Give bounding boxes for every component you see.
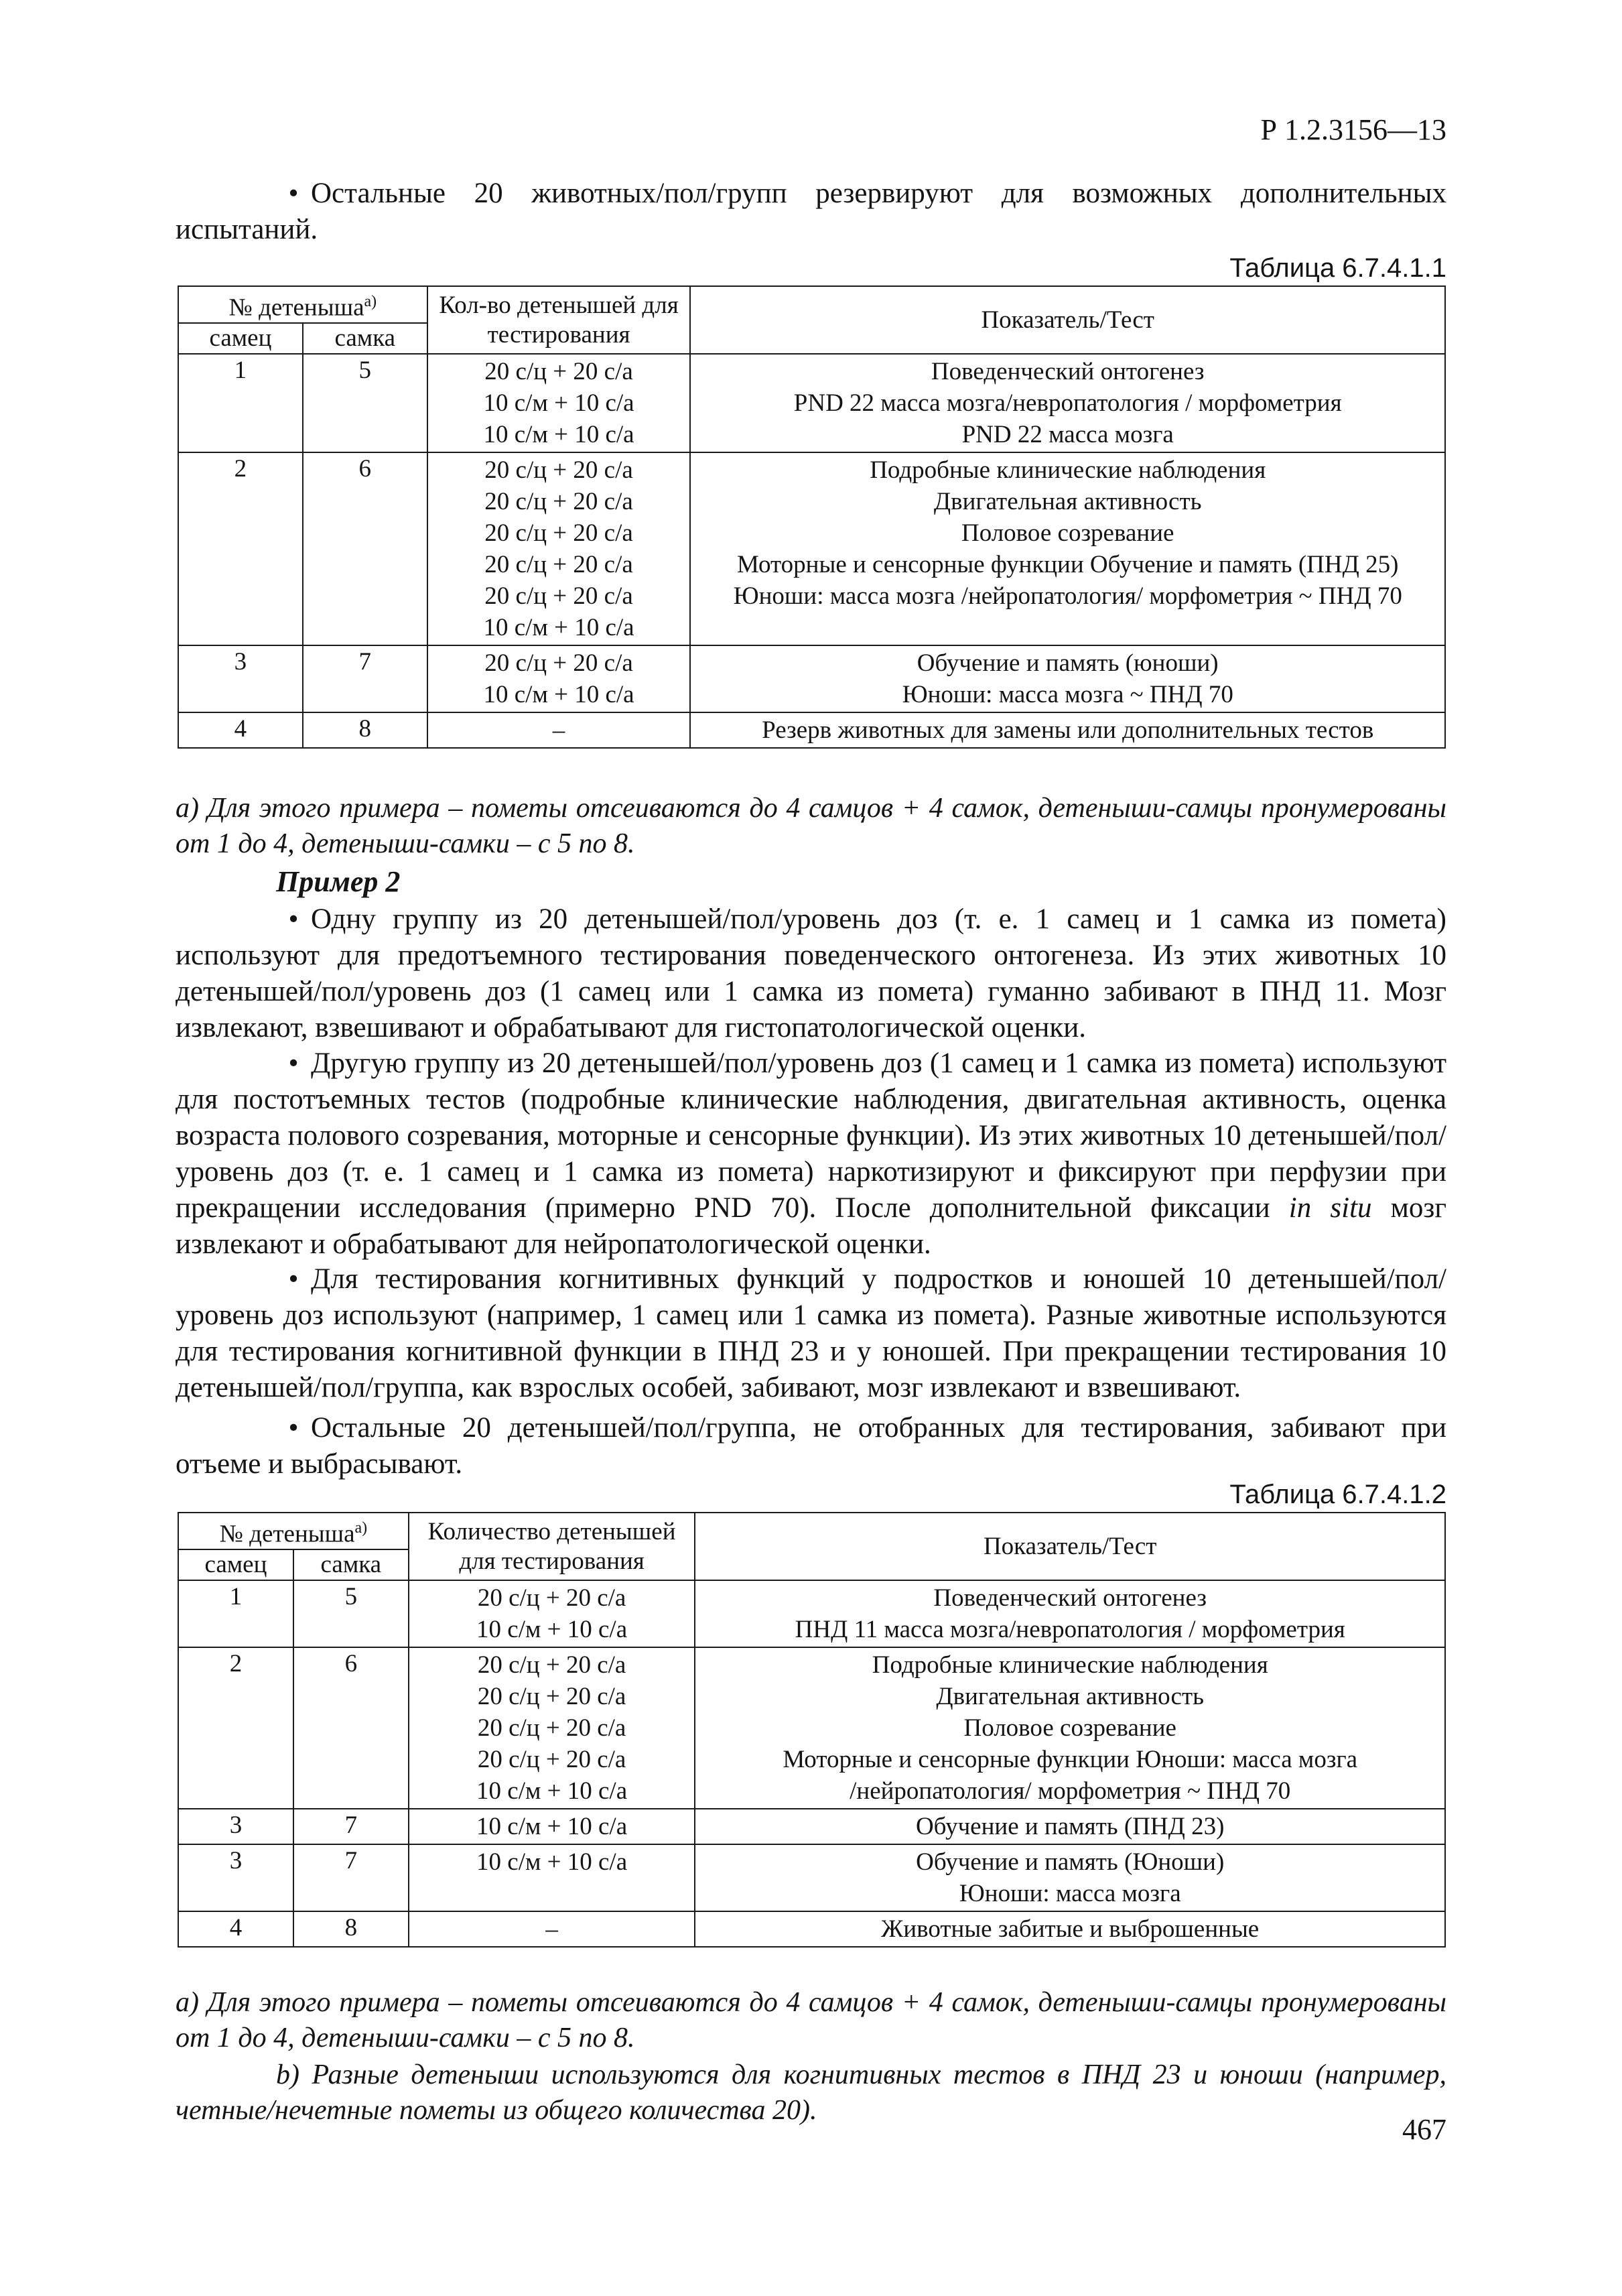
table1-test-header: Показатель/Тест bbox=[690, 286, 1445, 354]
test-line: Подробные клинические наблюдения bbox=[870, 456, 1266, 485]
paragraph-text: Другую группу из 20 детенышей/пол/уровень доз (1 самец и 1 самка из помета) используют для постотъемных тестов (подробные клинические наблюдения, двигательная активность, оценка возраста полового созревания, моторные и сенсорные функции). Из этих животных 10 детенышей/пол/уровень доз (т. е. 1 самец и 1 самка из помета) наркотизируют и фиксируют при перфузии при прекращении исследования (примерно PND 70). После дополнительной фиксации bbox=[176, 1047, 1446, 1224]
count-line: 10 с/м + 10 с/а bbox=[483, 389, 634, 418]
example2-paragraph-3 bbox=[176, 1261, 1446, 1406]
table-row bbox=[178, 1844, 1445, 1911]
count-line: 10 с/м + 10 с/а bbox=[476, 1777, 628, 1805]
table2-caption: Таблица 6.7.4.1.2 bbox=[1229, 1480, 1446, 1509]
paragraph-text: Остальные 20 детенышей/пол/группа, не отобранных для тестирования, забивают при отъеме и выбрасывают. bbox=[176, 1412, 1446, 1480]
test-line: Поведенческий онтогенез bbox=[933, 1584, 1207, 1612]
test-line: Обучение и память (юноши) bbox=[917, 649, 1219, 678]
doc-code: Р 1.2.3156—13 bbox=[1260, 113, 1446, 146]
count-cell bbox=[409, 1911, 695, 1947]
male-pup-cell: 4 bbox=[178, 1911, 293, 1947]
test-cell bbox=[690, 645, 1445, 712]
test-cell bbox=[695, 1809, 1445, 1844]
male-pup-cell: 3 bbox=[178, 1844, 293, 1911]
table-row bbox=[178, 1911, 1445, 1947]
count-cell bbox=[409, 1809, 695, 1844]
count-line: 20 с/ц + 20 с/а bbox=[477, 1714, 626, 1742]
table1-caption: Таблица 6.7.4.1.1 bbox=[1229, 253, 1446, 283]
paragraph-text: Для тестирования когнитивных функций у подростков и юношей 10 детенышей/пол/уровень доз используют (например, 1 самец или 1 самка из помета). Разные животные используются для тестирования когнитивной функции в ПНД 23 и у юношей. При прекращении тестирования 10 детенышей/пол/группа, как взрослых особей, забивают, мозг извлекают и взвешивают. bbox=[176, 1263, 1446, 1403]
table-row bbox=[178, 452, 1445, 645]
test-cell bbox=[690, 452, 1445, 645]
female-pup-cell: 6 bbox=[293, 1647, 409, 1809]
table2-count-header: Количество детенышей для тестирования bbox=[409, 1513, 695, 1580]
count-line: 20 с/ц + 20 с/а bbox=[484, 582, 633, 611]
male-pup-cell: 2 bbox=[178, 1647, 293, 1809]
table-row bbox=[178, 645, 1445, 712]
paragraph-text: мозг извлекают и обрабатывают для нейропатологической оценки. bbox=[176, 1192, 1446, 1260]
test-line: Юноши: масса мозга ~ ПНД 70 bbox=[902, 681, 1233, 709]
table1-header-row bbox=[178, 286, 1445, 323]
italic-term: in situ bbox=[1288, 1192, 1372, 1224]
female-pup-cell: 7 bbox=[303, 645, 427, 712]
male-pup-cell: 4 bbox=[178, 712, 303, 748]
count-line: 20 с/ц + 20 с/а bbox=[477, 1683, 626, 1711]
table-row bbox=[178, 712, 1445, 748]
count-cell bbox=[409, 1844, 695, 1911]
count-line: 10 с/м + 10 с/а bbox=[476, 1848, 628, 1876]
test-line: Моторные и сенсорные функции Юноши: масса мозга bbox=[783, 1746, 1358, 1774]
count-line: 20 с/ц + 20 с/а bbox=[477, 1746, 626, 1774]
test-line: Юноши: масса мозга bbox=[959, 1880, 1181, 1908]
female-pup-cell: 8 bbox=[293, 1911, 409, 1947]
test-line: Половое созревание bbox=[963, 1714, 1176, 1742]
count-line: 20 с/ц + 20 с/а bbox=[484, 456, 633, 485]
count-cell bbox=[427, 712, 691, 748]
note-mark: а) bbox=[364, 293, 377, 310]
count-line: 10 с/м + 10 с/а bbox=[483, 614, 634, 642]
female-pup-cell: 7 bbox=[293, 1809, 409, 1844]
table-row bbox=[178, 354, 1445, 452]
bullet-icon: • bbox=[288, 1047, 299, 1079]
male-pup-cell: 2 bbox=[178, 452, 303, 645]
count-line: 20 с/ц + 20 с/а bbox=[484, 488, 633, 516]
count-line: 20 с/ц + 20 с/а bbox=[484, 519, 633, 548]
female-pup-cell: 8 bbox=[303, 712, 427, 748]
female-pup-cell: 5 bbox=[303, 354, 427, 452]
test-cell bbox=[695, 1580, 1445, 1647]
test-line: Животные забитые и выброшенные bbox=[881, 1915, 1260, 1943]
table1-count-header: Кол-во детенышей для тестирования bbox=[427, 286, 691, 354]
paragraph-text: Одну группу из 20 детенышей/пол/уровень доз (т. е. 1 самец и 1 самка из помета) используют для предотъемного тестирования поведенческого онтогенеза. Из этих животных 10 детенышей/пол/уровень доз (1 самец или 1 самка из помета) гуманно забивают в ПНД 11. Мозг извлекают, взвешивают и обрабатывают для гистопатологической оценки. bbox=[176, 903, 1446, 1043]
test-line: /нейропатология/ морфометрия ~ ПНД 70 bbox=[850, 1777, 1291, 1805]
test-line: Резерв животных для замены или дополнительных тестов bbox=[762, 716, 1374, 745]
count-line: 20 с/ц + 20 с/а bbox=[484, 358, 633, 386]
female-pup-cell: 6 bbox=[303, 452, 427, 645]
count-cell bbox=[409, 1580, 695, 1647]
example2-paragraph-4 bbox=[176, 1410, 1446, 1482]
count-line: 10 с/м + 10 с/а bbox=[483, 421, 634, 449]
male-pup-cell: 1 bbox=[178, 1580, 293, 1647]
count-line: 10 с/м + 10 с/а bbox=[476, 1616, 628, 1644]
test-line: PND 22 масса мозга bbox=[961, 421, 1174, 449]
example2-paragraph-1 bbox=[176, 901, 1446, 1046]
table2-female-header: самка bbox=[293, 1549, 409, 1580]
female-pup-cell: 5 bbox=[293, 1580, 409, 1647]
table2 bbox=[178, 1512, 1446, 1948]
table2-header-row bbox=[178, 1513, 1445, 1549]
table2-pup-no-header: № детеныша$^{а)}$ bbox=[178, 1513, 409, 1549]
table1 bbox=[178, 285, 1446, 749]
count-line: – bbox=[552, 716, 565, 745]
female-pup-cell: 7 bbox=[293, 1844, 409, 1911]
table1-male-header: самец bbox=[178, 323, 303, 354]
intro-paragraph bbox=[176, 176, 1446, 248]
count-line: 20 с/ц + 20 с/а bbox=[484, 551, 633, 579]
table2-footnote-a: а) Для этого примера – пометы отсеиваются до 4 самцов + 4 самок, детеныши-самцы пронумерованы от 1 до 4, детеныши-самки – с 5 по 8. bbox=[176, 1987, 1446, 2053]
count-line: 20 с/ц + 20 с/а bbox=[477, 1584, 626, 1612]
test-line: Обучение и память (Юноши) bbox=[916, 1848, 1225, 1876]
table-row bbox=[178, 1647, 1445, 1809]
count-cell bbox=[427, 452, 691, 645]
test-line: PND 22 масса мозга/невропатология / морфометрия bbox=[793, 389, 1342, 418]
test-line: Двигательная активность bbox=[936, 1683, 1205, 1711]
table1-footnote: а) Для этого примера – пометы отсеиваются до 4 самцов + 4 самок, детеныши-самцы пронумерованы от 1 до 4, детеныши-самки – с 5 по 8. bbox=[176, 793, 1446, 859]
table1-female-header: самка bbox=[303, 323, 427, 354]
test-line: ПНД 11 масса мозга/невропатология / морфометрия bbox=[795, 1616, 1345, 1644]
table-row bbox=[178, 1809, 1445, 1844]
test-line: Моторные и сенсорные функции Обучение и память (ПНД 25) bbox=[737, 551, 1399, 579]
intro-text: Остальные 20 животных/пол/групп резервируют для возможных дополнительных испытаний. bbox=[176, 178, 1446, 245]
note-mark: а) bbox=[354, 1519, 368, 1537]
example2-title: Пример 2 bbox=[276, 865, 401, 898]
count-cell bbox=[427, 645, 691, 712]
test-cell bbox=[690, 354, 1445, 452]
bullet-icon: • bbox=[288, 178, 299, 209]
bullet-icon: • bbox=[288, 1412, 299, 1444]
test-line: Двигательная активность bbox=[933, 488, 1202, 516]
test-line: Обучение и память (ПНД 23) bbox=[915, 1813, 1225, 1841]
test-line: Подробные клинические наблюдения bbox=[872, 1651, 1268, 1679]
count-line: 10 с/м + 10 с/а bbox=[476, 1813, 628, 1841]
table-row bbox=[178, 1580, 1445, 1647]
test-line: Половое созревание bbox=[961, 519, 1174, 548]
bullet-icon: • bbox=[288, 903, 299, 935]
table2-male-header: самец bbox=[178, 1549, 293, 1580]
count-line: 10 с/м + 10 с/а bbox=[483, 681, 634, 709]
male-pup-cell: 1 bbox=[178, 354, 303, 452]
test-line: Юноши: масса мозга /нейропатология/ морфометрия ~ ПНД 70 bbox=[733, 582, 1402, 611]
table2-footnote-b: b) Разные детеныши используются для когнитивных тестов в ПНД 23 и юноши (например, четные/нечетные пометы из общего количества 20). bbox=[176, 2059, 1446, 2126]
count-line: 20 с/ц + 20 с/а bbox=[477, 1651, 626, 1679]
example2-paragraph-2 bbox=[176, 1045, 1446, 1263]
table1-pup-no-header: № детеныша$^{а)}$ bbox=[178, 286, 427, 323]
count-line: 20 с/ц + 20 с/а bbox=[484, 649, 633, 678]
test-cell bbox=[695, 1911, 1445, 1947]
test-cell bbox=[695, 1844, 1445, 1911]
test-cell bbox=[695, 1647, 1445, 1809]
male-pup-cell: 3 bbox=[178, 1809, 293, 1844]
count-cell bbox=[427, 354, 691, 452]
test-line: Поведенческий онтогенез bbox=[931, 358, 1205, 386]
bullet-icon: • bbox=[288, 1263, 299, 1295]
test-cell bbox=[690, 712, 1445, 748]
page-number: 467 bbox=[1402, 2113, 1446, 2146]
count-cell bbox=[409, 1647, 695, 1809]
male-pup-cell: 3 bbox=[178, 645, 303, 712]
table2-test-header: Показатель/Тест bbox=[695, 1513, 1445, 1580]
count-line: – bbox=[545, 1915, 558, 1943]
